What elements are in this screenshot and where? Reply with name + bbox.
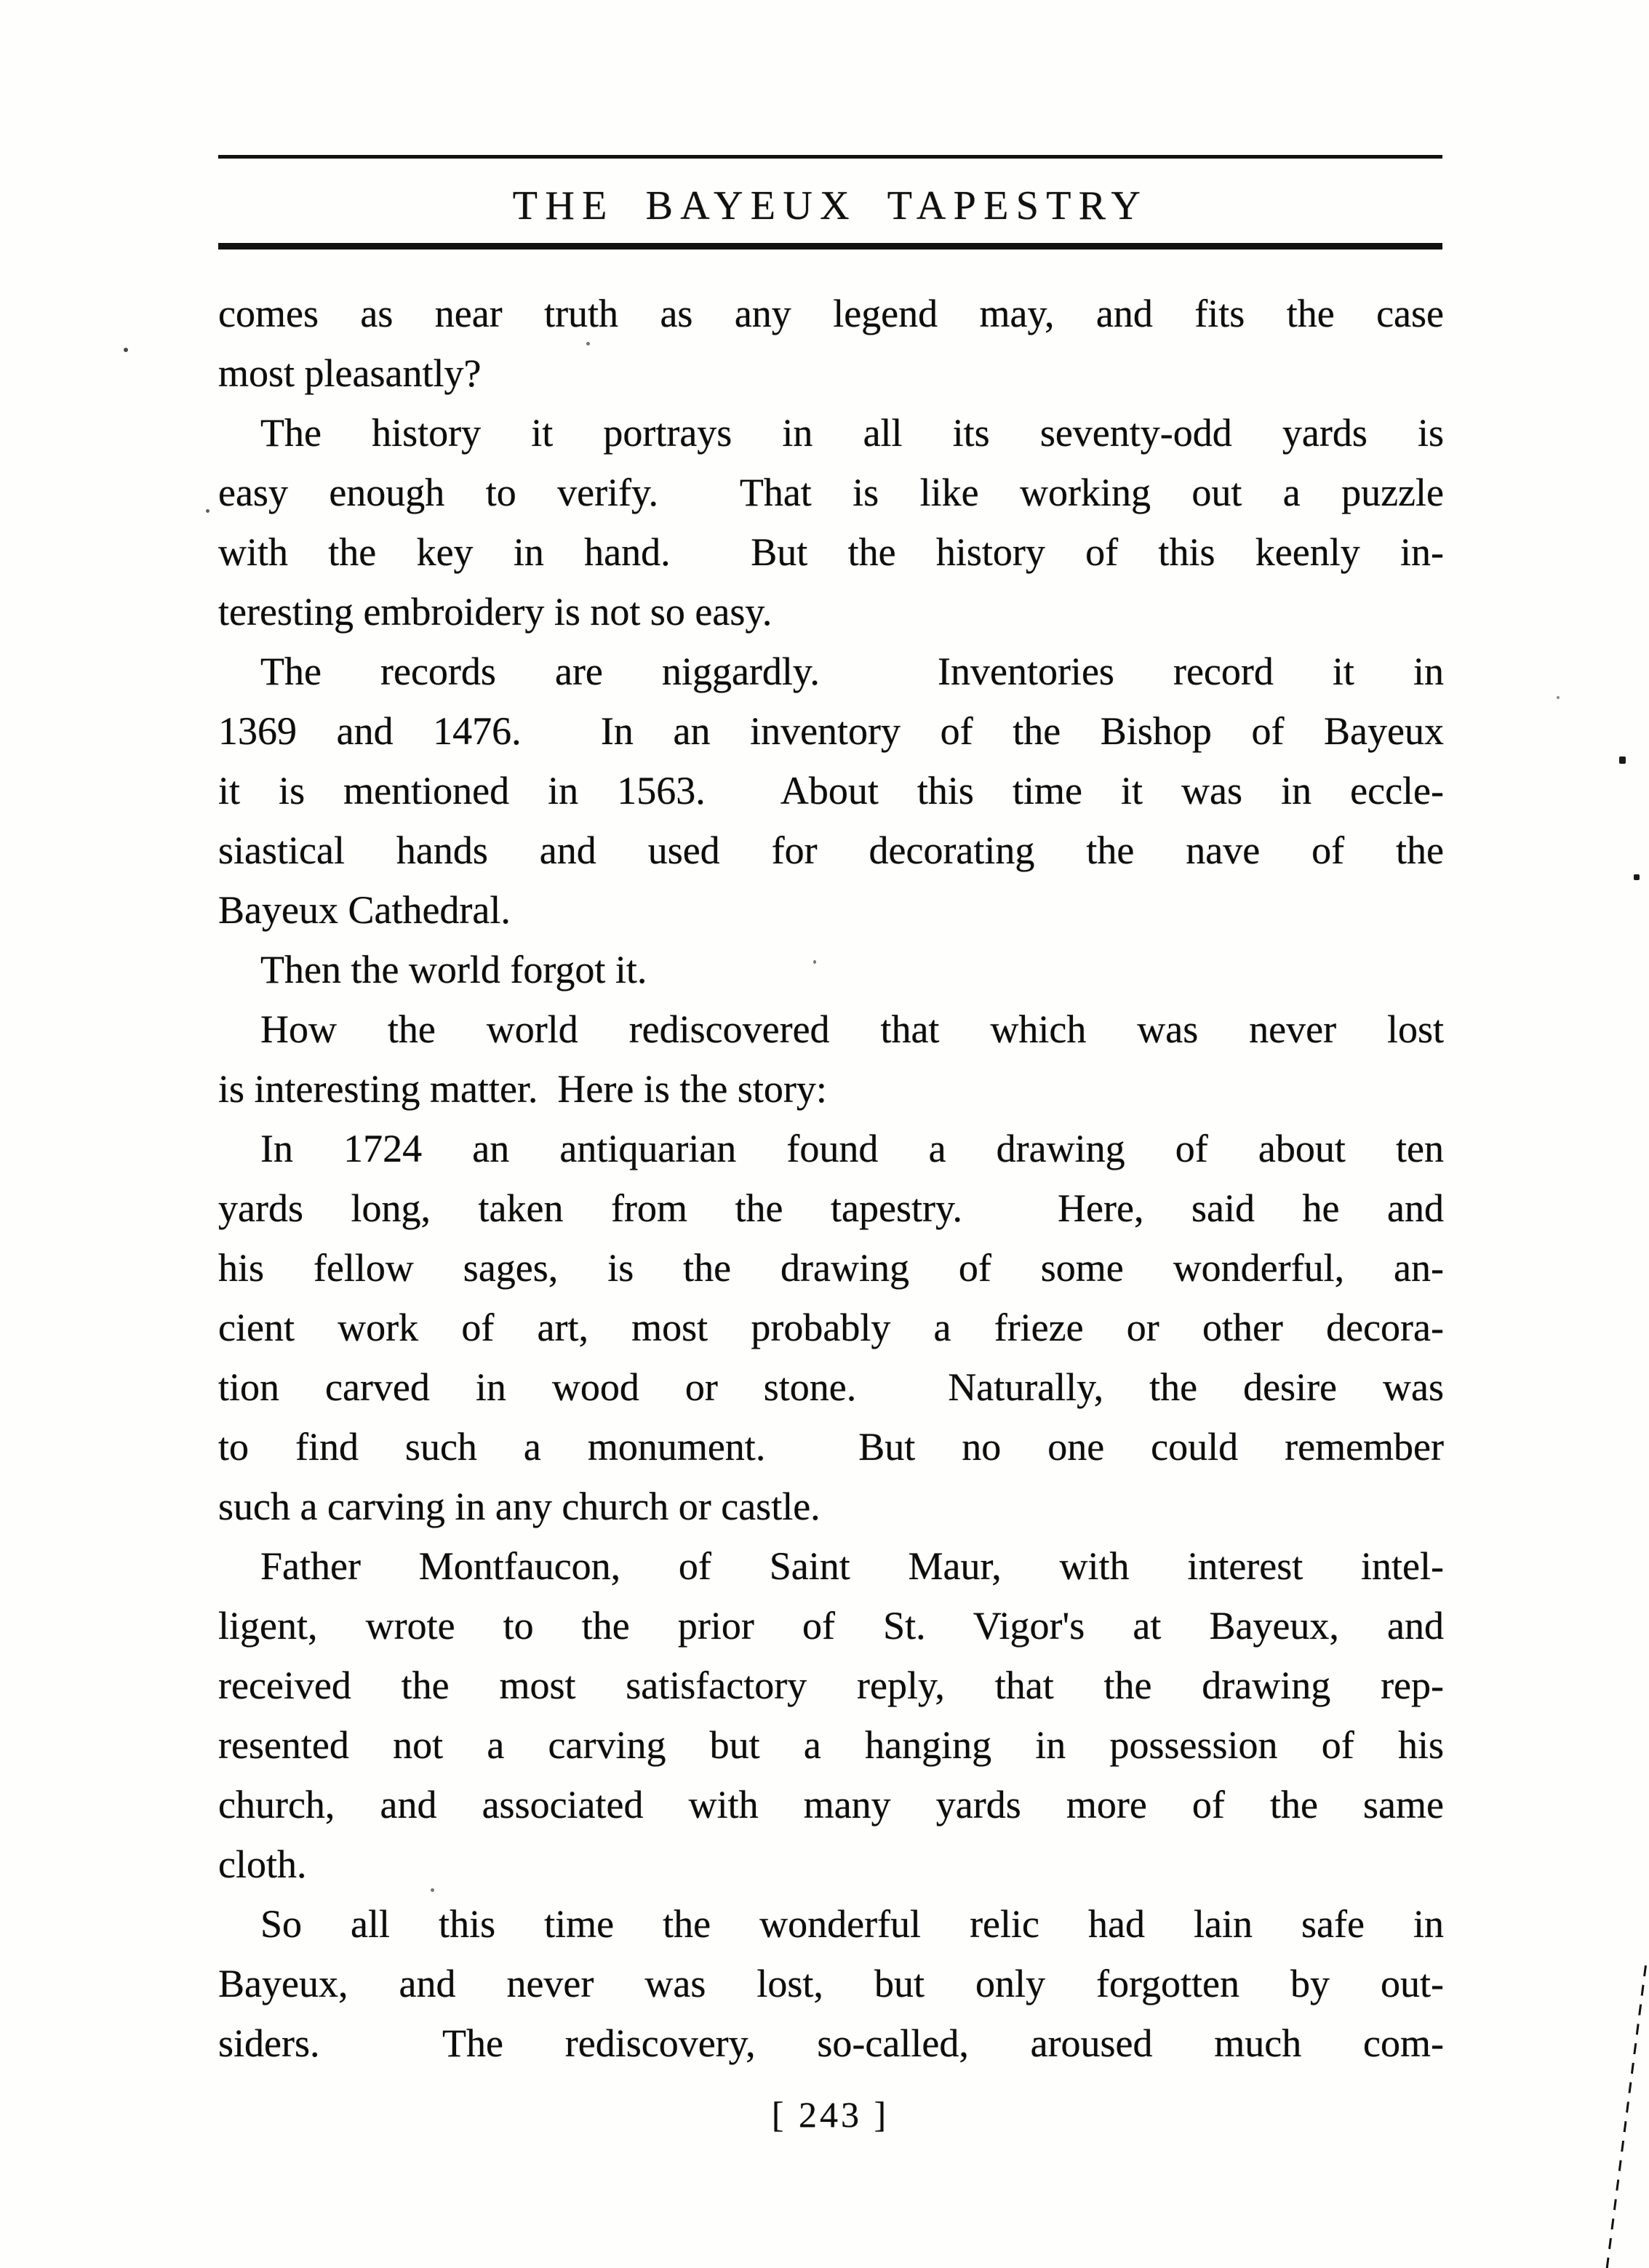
text-line: resented not a carving but a hanging in possession of his [218, 1723, 1444, 1767]
text-line: yards long, taken from the tapestry. Here, said he and [218, 1186, 1444, 1230]
paragraph [218, 1536, 1444, 1894]
text-line: Bayeux Cathedral. [218, 888, 511, 932]
text-line: ligent, wrote to the prior of St. Vigor's at Bayeux, and [218, 1604, 1444, 1648]
text-line: received the most satisfactory reply, that the drawing rep- [218, 1664, 1444, 1707]
paragraph [218, 999, 1444, 1119]
text-line: most pleasantly? [218, 351, 482, 395]
scan-speck [1619, 756, 1626, 764]
paragraph [218, 642, 1444, 940]
paragraph [218, 1119, 1444, 1536]
text-line: such a carving in any church or castle. [218, 1485, 820, 1528]
page-title: THE BAYEUX TAPESTRY [512, 183, 1149, 228]
text-line: Bayeux, and never was lost, but only forgotten by out- [218, 1962, 1444, 2005]
paragraph [218, 284, 1444, 403]
body-text [218, 284, 1444, 2073]
text-line: cloth. [218, 1842, 307, 1886]
text-line: tion carved in wood or stone. Naturally, the desire was [218, 1365, 1444, 1409]
scan-speck [124, 348, 128, 352]
scan-speck [813, 960, 816, 964]
scan-speck [431, 1888, 434, 1892]
text-line: with the key in hand. But the history of this keenly in- [218, 530, 1444, 574]
text-line: The history it portrays in all its seventy-odd yards is [260, 411, 1444, 455]
text-line: 1369 and 1476. In an inventory of the Bishop of Bayeux [218, 709, 1444, 753]
scan-speck [1634, 874, 1640, 880]
header-rule-bottom [218, 243, 1442, 249]
text-line: How the world rediscovered that which was never lost [260, 1007, 1444, 1051]
text-line: siastical hands and used for decorating the nave of the [218, 828, 1444, 872]
scan-speck [586, 342, 590, 346]
scan-artifact-line [1606, 1965, 1647, 2268]
text-line: is interesting matter. Here is the story: [218, 1067, 827, 1111]
header-rule-top [218, 155, 1442, 159]
text-line: siders. The rediscovery, so-called, aroused much com- [218, 2021, 1444, 2065]
paragraph [218, 940, 1444, 999]
text-line: So all this time the wonderful relic had lain safe in [260, 1902, 1444, 1946]
scan-speck [1557, 696, 1560, 699]
text-line: church, and associated with many yards more of the same [218, 1783, 1444, 1826]
text-line: teresting embroidery is not so easy. [218, 590, 772, 634]
text-line: Then the world forgot it. [260, 948, 647, 991]
text-line: it is mentioned in 1563. About this time it was in eccle- [218, 769, 1444, 812]
paragraph [218, 1894, 1444, 2073]
text-line: cient work of art, most probably a frieze or other decora- [218, 1306, 1444, 1349]
paragraph [218, 403, 1444, 642]
text-line: comes as near truth as any legend may, and fits the case [218, 292, 1444, 335]
text-line: his fellow sages, is the drawing of some wonderful, an- [218, 1246, 1444, 1290]
scan-speck [206, 509, 209, 513]
text-line: to find such a monument. But no one could remember [218, 1425, 1444, 1469]
page-number: [ 243 ] [771, 2094, 890, 2135]
text-line: The records are niggardly. Inventories record it in [260, 650, 1444, 693]
text-line: Father Montfaucon, of Saint Maur, with interest intel- [260, 1544, 1444, 1588]
text-line: easy enough to verify. That is like working out a puzzle [218, 471, 1444, 514]
text-line: In 1724 an antiquarian found a drawing of about ten [260, 1127, 1444, 1170]
